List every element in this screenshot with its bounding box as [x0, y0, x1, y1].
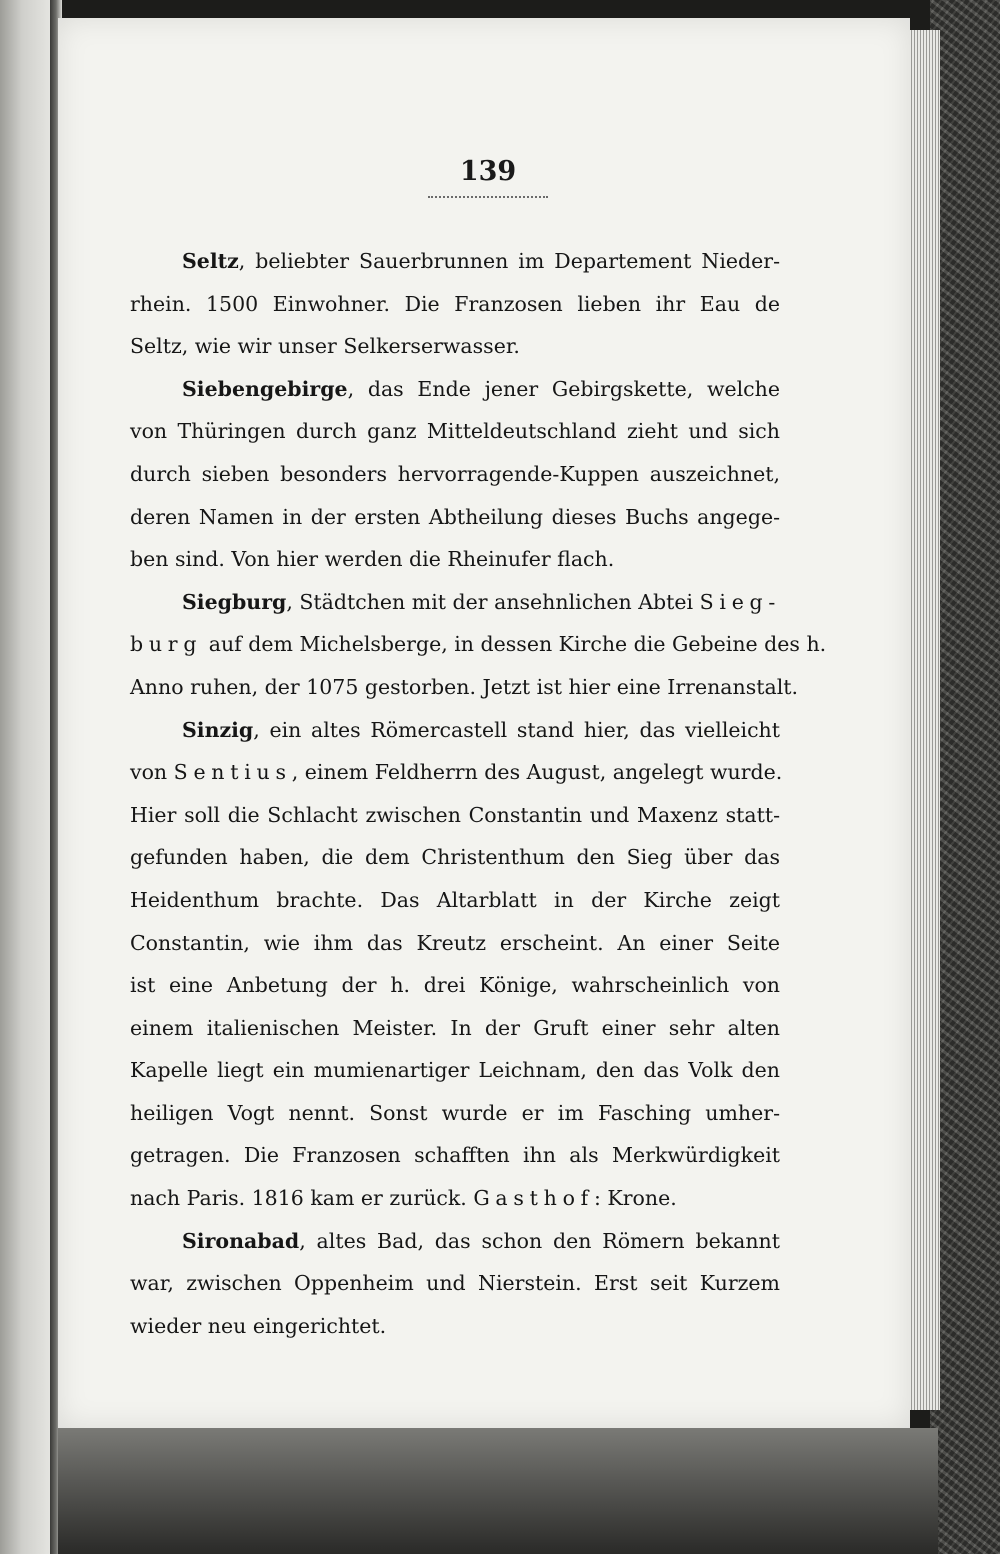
page-number: 139	[459, 156, 517, 187]
bottom-shadow	[58, 1428, 938, 1554]
text-run: Constantin, wie ihm das Kreutz erscheint. An einer Seite	[130, 930, 780, 955]
text-line	[130, 1049, 780, 1092]
book-page	[58, 18, 910, 1428]
text-line	[130, 879, 780, 922]
entry-first-line	[130, 368, 780, 411]
text-run: auf dem Michelsberge, in dessen Kirche die Gebeine des h.	[202, 632, 827, 657]
text-run: , beliebter Sauerbrunnen im Departement Nieder-	[238, 249, 780, 273]
text-run: , das Ende jener Gebirgskette, welche	[347, 376, 780, 401]
text-line	[130, 623, 827, 666]
text-run: von	[130, 760, 174, 785]
entry-first-line	[130, 709, 780, 752]
entry-headword: Seltz	[182, 249, 239, 273]
spaced-text: Sentius	[173, 760, 292, 785]
text-line	[130, 1262, 780, 1305]
spaced-text: Gasthof	[473, 1186, 594, 1211]
entry-first-line	[130, 240, 780, 283]
text-run: nach Paris. 1816 kam er zurück.	[130, 1186, 474, 1211]
text-line	[130, 964, 780, 1007]
spaced-text: burg	[130, 632, 203, 657]
text-run: : Krone.	[593, 1186, 677, 1211]
text-run: Heidenthum brachte. Das Altarblatt in der Kirche zeigt	[130, 887, 780, 912]
text-run: Hier soll die Schlacht zwischen Constantin und Maxenz statt-	[130, 802, 780, 827]
text-run: Anno ruhen, der 1075 gestorben. Jetzt ist hier eine Irrenanstalt.	[130, 674, 799, 699]
text-line	[130, 283, 780, 326]
entry-first-line	[130, 1220, 780, 1263]
text-run: rhein. 1500 Einwohner. Die Franzosen lieben ihr Eau de	[130, 291, 780, 316]
text-line	[130, 538, 780, 581]
text-run: Seltz, wie wir unser Selkerserwasser.	[130, 334, 520, 359]
text-run: einem italienischen Meister. In der Gruft einer sehr alten	[130, 1015, 780, 1040]
text-line	[130, 410, 780, 453]
text-run: getragen. Die Franzosen schafften ihn als Merkwürdigkeit	[130, 1143, 780, 1168]
text-line	[130, 666, 799, 709]
text-run: Kapelle liegt ein mumienartiger Leichnam, den das Volk den	[130, 1058, 780, 1083]
text-run: , altes Bad, das schon den Römern bekannt	[299, 1228, 780, 1253]
text-run: gefunden haben, die dem Christenthum den Sieg über das	[130, 845, 780, 870]
entry-headword: Siebengebirge	[182, 376, 348, 401]
entry-headword: Siegburg	[182, 589, 287, 614]
text-line	[130, 453, 780, 496]
text-run: deren Namen in der ersten Abtheilung dieses Buchs angege-	[130, 504, 780, 529]
page-number-rule	[428, 196, 548, 198]
text-line	[130, 1007, 780, 1050]
text-run: , einem Feldherrn des August, angelegt wurde.	[291, 760, 783, 785]
text-line	[130, 325, 780, 368]
text-line	[130, 496, 780, 539]
marbled-cover-board	[930, 0, 1000, 1554]
text-run: heiligen Vogt nennt. Sonst wurde er im Fasching umher-	[130, 1100, 780, 1125]
text-line	[130, 1177, 780, 1220]
text-run: , Städtchen mit der ansehnlichen Abtei	[286, 589, 700, 614]
text-line	[130, 1305, 780, 1348]
entry-headword: Sironabad	[182, 1228, 300, 1253]
entry-first-line	[130, 581, 780, 624]
text-run: von Thüringen durch ganz Mitteldeutschland zieht und sich	[130, 419, 780, 444]
text-line	[130, 1092, 780, 1135]
text-run: war, zwischen Oppenheim und Nierstein. Erst seit Kurzem	[130, 1271, 780, 1296]
text-line	[130, 794, 780, 837]
text-line	[130, 836, 780, 879]
spaced-text: Sieg-	[699, 589, 782, 614]
text-run: ben sind. Von hier werden die Rheinufer flach.	[130, 547, 615, 572]
gazetteer-text	[130, 240, 827, 1347]
text-run: durch sieben besonders hervorragende-Kuppen auszeichnet,	[130, 461, 780, 486]
left-page-edge	[0, 0, 55, 1554]
text-line	[130, 751, 783, 794]
entry-headword: Sinzig	[182, 717, 254, 742]
text-line	[130, 922, 780, 965]
text-run: wieder neu eingerichtet.	[130, 1313, 387, 1338]
text-line	[130, 1134, 780, 1177]
text-run: , ein altes Römercastell stand hier, das vielleicht	[253, 717, 780, 742]
text-run: ist eine Anbetung der h. drei Könige, wahrscheinlich von	[130, 973, 780, 998]
